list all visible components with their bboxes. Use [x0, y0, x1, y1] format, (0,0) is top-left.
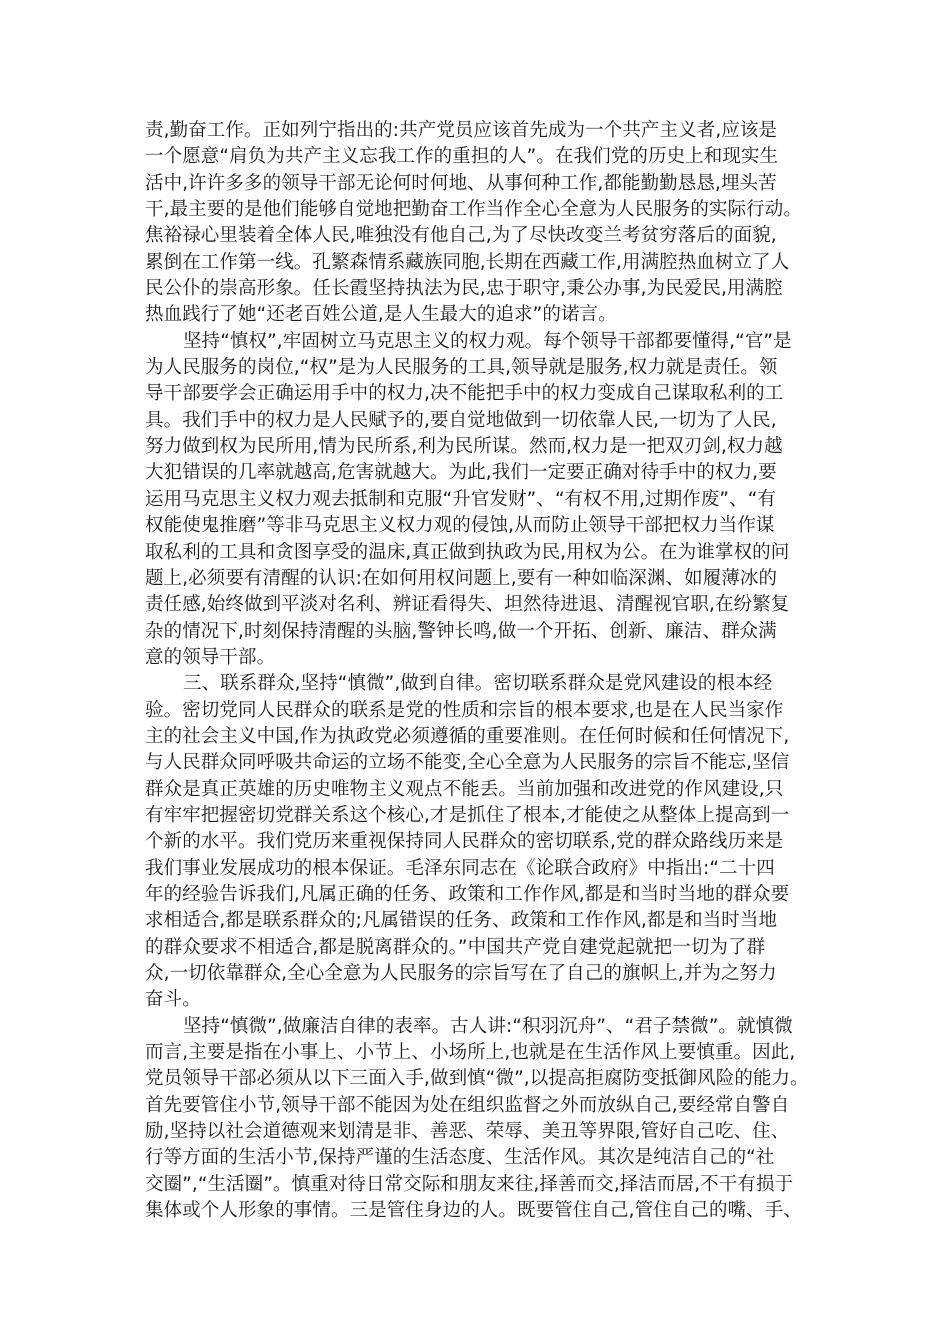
text-line: 意的领导干部。 — [145, 646, 276, 668]
text-line: 坚持“慎微”,做廉洁自律的表率。古人讲:“积羽沉舟”、“君子禁微”。就慎微 — [183, 1015, 793, 1037]
text-line: 权能使鬼推磨”等非马克思主义权力观的侵蚀,从而防止领导干部把权力当作谋 — [145, 515, 775, 537]
text-line: 与人民群众同呼吸共命运的立场不能变,全心全意为人民服务的宗旨不能忘,坚信 — [145, 752, 790, 774]
text-line: 为人民服务的岗位,“权”是为人民服务的工具,领导就是服务,权力就是责任。领 — [145, 357, 778, 379]
text-line: 而言,主要是指在小事上、小节上、小场所上,也就是在生活作风上要慎重。因此, — [145, 1042, 796, 1064]
text-line: 焦裕禄心里装着全体人民,唯独没有他自己,为了尽快改变兰考贫穷落后的面貌, — [145, 225, 777, 247]
text-line: 干,最主要的是他们能够自觉地把勤奋工作当作全心全意为人民服务的实际行动。 — [145, 199, 802, 221]
text-line: 题上,必须要有清醒的认识:在如何用权问题上,要有一种如临深渊、如履薄冰的 — [145, 567, 778, 589]
text-line: 活中,许许多多的领导干部无论何时何地、从事何种工作,都能勤勤恳恳,埋头苦 — [145, 172, 777, 194]
text-line: 奋斗。 — [145, 989, 201, 1011]
text-line: 励,坚持以社会道德观来划清是非、善恶、荣辱、美丑等界限,管好自己吃、住、 — [145, 1121, 790, 1143]
text-line: 努力做到权为民所用,情为民所系,利为民所谋。然而,权力是一把双刃剑,权力越 — [145, 436, 783, 458]
text-line: 个新的水平。我们党历来重视保持同人民群众的密切联系,党的群众路线历来是 — [145, 831, 784, 853]
text-line: 交圈”,“生活圈”。慎重对待日常交际和朋友来往,择善而交,择洁而居,不干有损于 — [145, 1173, 794, 1195]
text-line: 热血践行了她“还老百姓公道,是人生最大的追求”的诺言。 — [145, 304, 617, 326]
body-text — [145, 118, 825, 1224]
text-line: 众,一切依靠群众,全心全意为人民服务的宗旨写在了自己的旗帜上,并为之努力 — [145, 963, 777, 984]
text-line: 累倒在工作第一线。孔繁森情系藏族同胞,长期在西藏工作,用满腔热血树立了人 — [145, 251, 790, 273]
text-line: 三、联系群众,坚持“慎微”,做到自律。密切联系群众是党风建设的根本经 — [183, 673, 773, 695]
text-line: 首先要管住小节,领导干部不能因为处在组织监督之外而放纵自己,要经常自警自 — [145, 1094, 790, 1116]
text-line: 年的经验告诉我们,凡属正确的任务、政策和工作作风,都是和当时当地的群众要 — [145, 883, 790, 905]
text-line: 责任感,始终做到平淡对名利、辨证看得失、坦然待进退、清醒视官职,在纷繁复 — [145, 594, 790, 616]
text-line: 一个愿意“肩负为共产主义忘我工作的重担的人”。在我们党的历史上和现实生 — [145, 146, 779, 168]
text-line: 主的社会主义中国,作为执政党必须遵循的重要准则。在任何时候和任何情况下, — [145, 725, 790, 747]
text-line: 求相适合,都是联系群众的;凡属错误的任务、政策和工作作风,都是和当时当地 — [145, 910, 778, 932]
text-line: 坚持“慎权”,牢固树立马克思主义的权力观。每个领导干部都要懂得,“官”是 — [183, 330, 792, 352]
text-line: 集体或个人形象的事情。三是管住身边的人。既要管住自己,管住自己的嘴、手、 — [145, 1200, 802, 1222]
text-line: 群众是真正英雄的历史唯物主义观点不能丢。当前加强和改进党的作风建设,只 — [145, 778, 784, 800]
text-line: 导干部要学会正确运用手中的权力,决不能把手中的权力变成自己谋取私利的工 — [145, 383, 784, 405]
text-line: 验。密切党同人民群众的联系是党的性质和宗旨的根本要求,也是在人民当家作 — [145, 699, 784, 721]
text-line: 民公仆的崇高形象。任长霞坚持执法为民,忠于职守,秉公办事,为民爱民,用满腔 — [145, 278, 783, 300]
text-line: 有牢牢把握密切党群关系这个核心,才是抓住了根本,才能使之从整体上提高到一 — [145, 804, 790, 826]
text-line: 杂的情况下,时刻保持清醒的头脑,警钟长鸣,做一个开拓、创新、廉洁、群众满 — [145, 620, 777, 642]
text-line: 我们事业发展成功的根本保证。毛泽东同志在《论联合政府》中指出:“二十四 — [145, 857, 775, 879]
text-line: 具。我们手中的权力是人民赋予的,要自觉地做到一切依靠人民,一切为了人民, — [145, 409, 777, 431]
text-line: 大犯错误的几率就越高,危害就越大。为此,我们一定要正确对待手中的权力,要 — [145, 462, 777, 484]
text-line: 行等方面的生活小节,保持严谨的生活态度、生活作风。其次是纯洁自己的“社 — [145, 1147, 775, 1169]
text-line: 党员领导干部必须从以下三面入手,做到慎“微”,以提高拒腐防变抵御风险的能力。 — [145, 1068, 809, 1090]
text-line: 运用马克思主义权力观去抵制和克服“升官发财”、“有权不用,过期作废”、“有 — [145, 488, 777, 510]
text-line: 的群众要求不相适合,都是脱离群众的。”中国共产党自建党起就把一切为了群 — [145, 936, 766, 958]
text-line: 取私利的工具和贪图享受的温床,真正做到执政为民,用权为公。在为谁掌权的问 — [145, 541, 790, 563]
text-line: 责,勤奋工作。正如列宁指出的:共产党员应该首先成为一个共产主义者,应该是 — [145, 120, 778, 141]
